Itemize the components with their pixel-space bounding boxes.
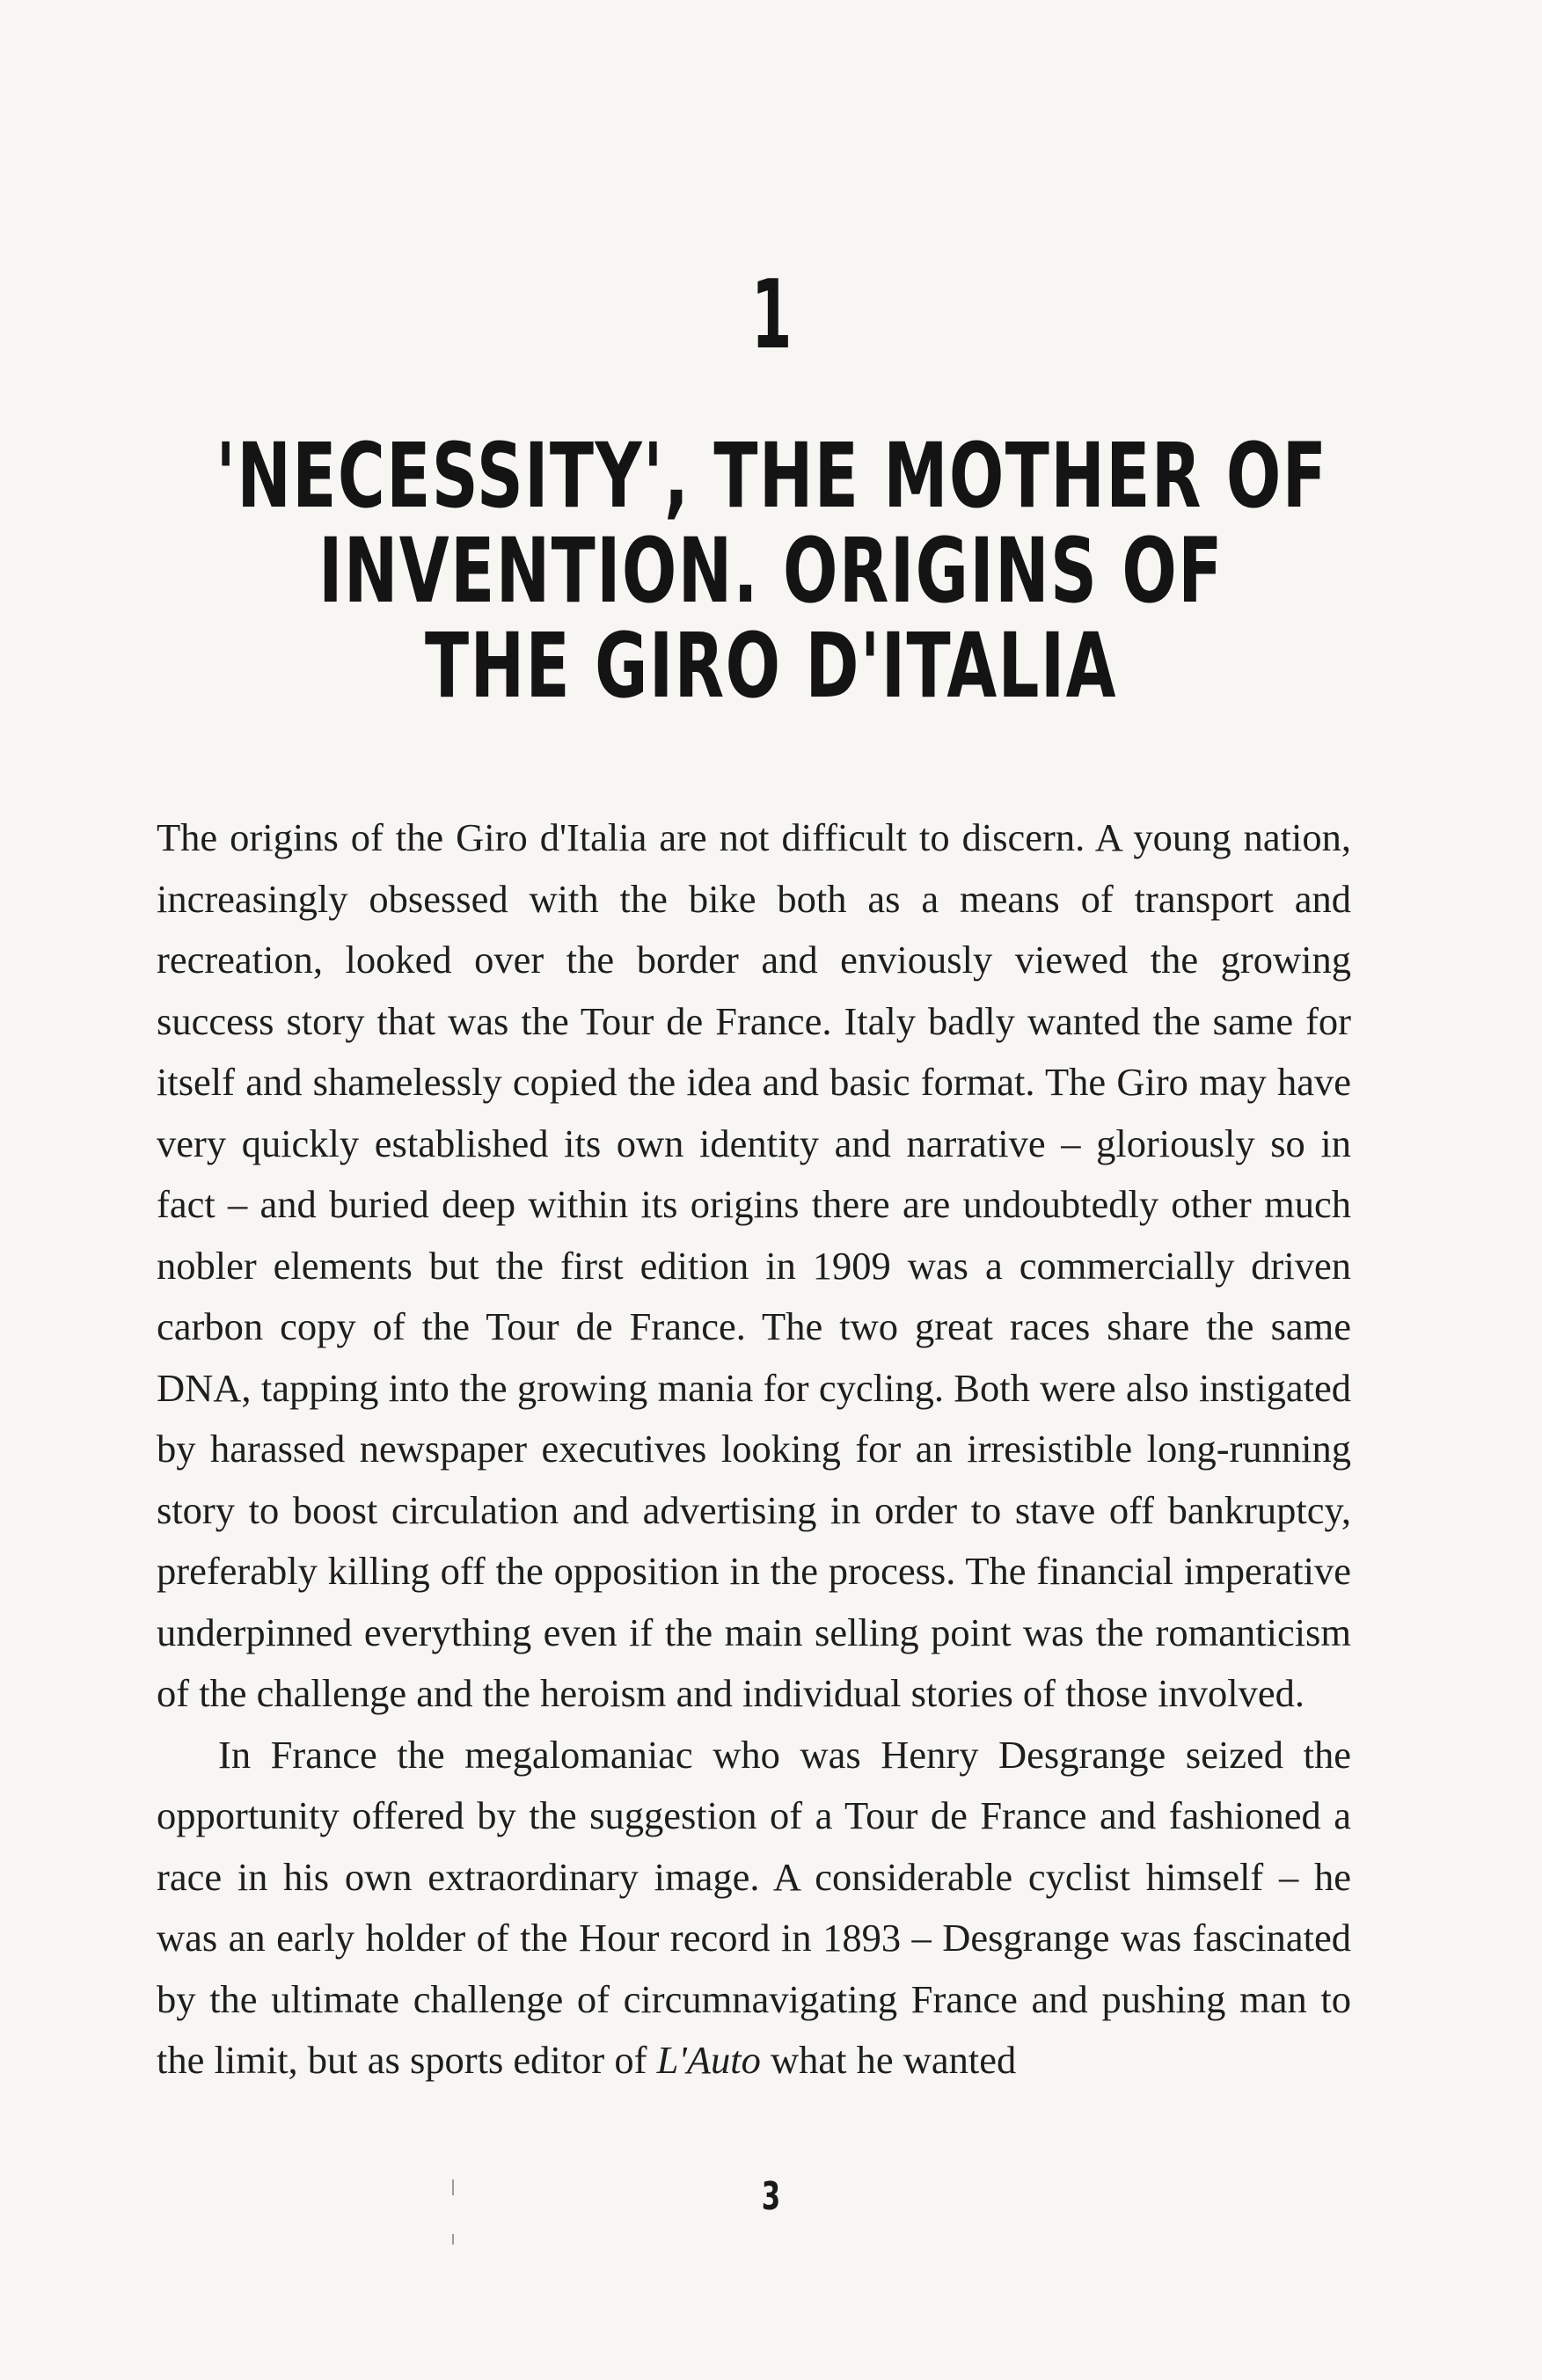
body-text bbox=[157, 807, 1351, 2092]
chapter-title bbox=[0, 424, 1542, 719]
chapter-title-line-2: INVENTION. ORIGINS OF bbox=[318, 519, 1224, 624]
paragraph-1: The origins of the Giro d'Italia are not difficult to discern. A young nation, increasingly obsessed with the bike both as a means of transport and recreation, looked over the border and enviously viewed the growing success story that was the Tour de France. Italy badly wanted the same for itself and shamelessly copied the idea and basic format. The Giro may have very quickly established its own identity and narrative – gloriously so in fact – and buried deep within its origins there are undoubtedly other much nobler elements but the first edition in 1909 was a commercially driven carbon copy of the Tour de France. The two great races share the same DNA, tapping into the growing mania for cycling. Both were also instigated by harassed newspaper executives looking for an irresistible long-running story to boost circulation and advertising in order to stave off bankruptcy, preferably killing off the opposition in the process. The financial imperative underpinned everything even if the main selling point was the romanticism of the challenge and the heroism and individual stories of those involved. bbox=[157, 815, 1351, 1715]
paragraph-2-tail: what he wanted bbox=[760, 2038, 1017, 2082]
scan-mark bbox=[452, 2234, 454, 2245]
newspaper-title-italic: L'Auto bbox=[656, 2038, 761, 2082]
chapter-title-line-3: THE GIRO D'ITALIA bbox=[425, 614, 1117, 719]
page-number: 3 bbox=[761, 2174, 781, 2219]
chapter-number: 1 bbox=[750, 260, 792, 370]
paragraph-2 bbox=[157, 1725, 1351, 2092]
chapter-title-line-1: 'NECESSITY', THE MOTHER OF bbox=[216, 424, 1328, 529]
paragraph-2-text: In France the megalomaniac who was Henry Desgrange seized the opportunity offered by the suggestion of a Tour de France and fashioned a race in his own extraordinary image. A considerable cyclist himself – he was an early holder of the Hour record in 1893 – Desgrange was fascinated by the ultimate challenge of circumnavigating France and pushing man to the limit, but as sports editor of bbox=[157, 1732, 1351, 2082]
